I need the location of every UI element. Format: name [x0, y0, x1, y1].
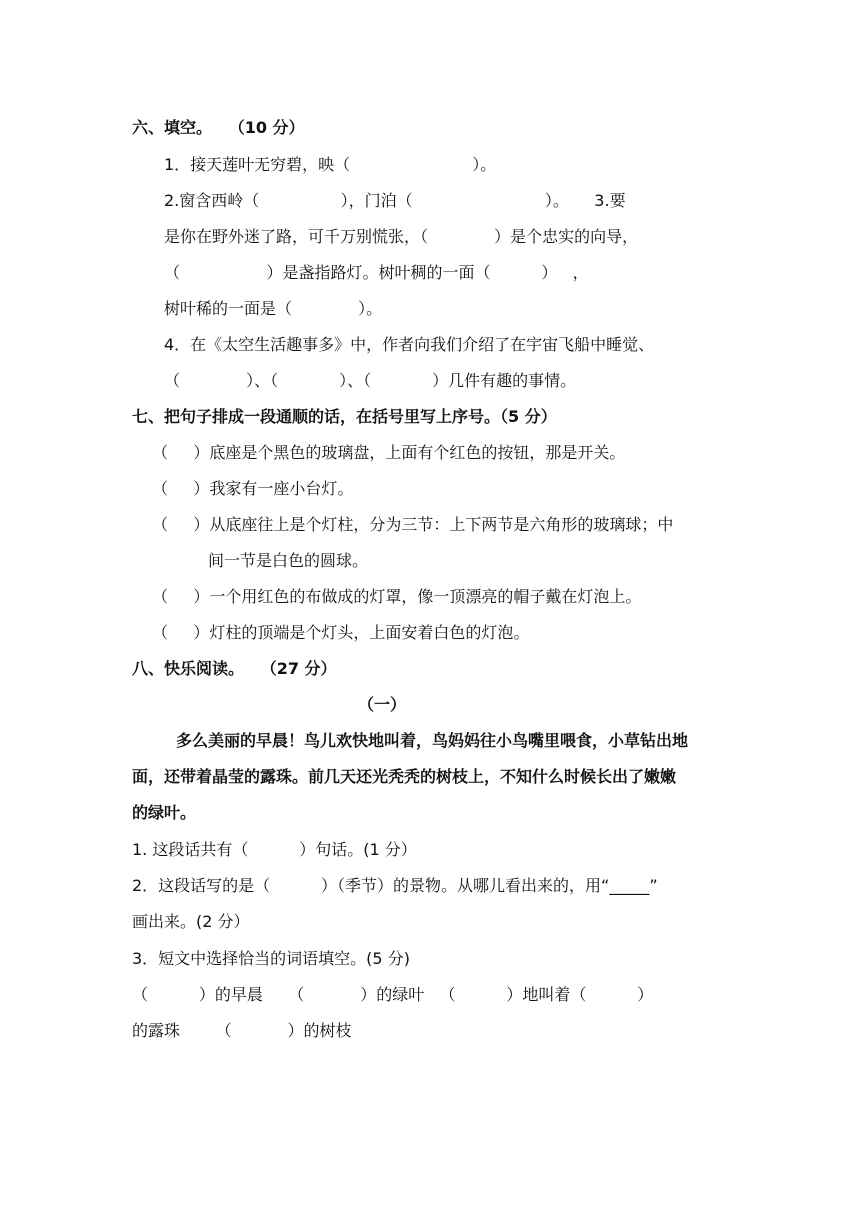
section-8-q1: 1. 这段话共有（ ）句话。(1 分）: [132, 840, 417, 859]
section-6-q3-line3: （ ）是盏指路灯。树叶稠的一面（ ） ，: [164, 263, 589, 282]
section-7-heading: 七、把句子排成一段通顺的话，在括号里写上序号。（5 分）: [132, 407, 557, 426]
section-6-q4-line1: 4．在《太空生活趣事多》中，作者向我们介绍了在宇宙飞船中睡觉、: [164, 335, 655, 354]
section-8-q3-line1: （ ）的早晨 （ ）的绿叶 （ ）地叫着（ ）: [132, 985, 654, 1004]
section-8-q3-line2: 的露珠 （ ）的树枝: [132, 1021, 352, 1040]
section-6-q3-line2: 是你在野外迷了路，可千万别慌张，（ ）是个忠实的向导，: [164, 227, 639, 246]
section-7-item-continuation: 间一节是白色的圆球。: [208, 551, 369, 570]
section-6-q4-line2: （ ）、（ ）、（ ）几件有趣的事情。: [164, 371, 577, 390]
section-8-q2-line1: 2．这段话写的是（ ）（季节）的景物。从哪儿看出来的，用“_____”: [132, 876, 658, 895]
section-7-item: （ ）底座是个黑色的玻璃盘，上面有个红色的按钮，那是开关。: [152, 443, 626, 462]
passage-line: 面，还带着晶莹的露珠。前几天还光秃秃的树枝上，不知什么时候长出了嫩嫩: [132, 767, 677, 786]
passage-line: 多么美丽的早晨！鸟儿欢快地叫着，鸟妈妈往小鸟嘴里喂食，小草钻出地: [176, 731, 689, 750]
section-8-q2-line2: 画出来。(2 分）: [132, 912, 250, 931]
section-7-item: （ ）灯柱的顶端是个灯头，上面安着白色的灯泡。: [152, 623, 530, 642]
passage-subheading: （一）: [358, 695, 407, 714]
section-6-q1: 1．接天莲叶无穷碧，映（ ）。: [164, 155, 497, 174]
section-6-heading: 六、填空。 （10 分）: [132, 118, 305, 137]
section-8-q3: 3．短文中选择恰当的词语填空。(5 分): [132, 949, 410, 968]
section-8-heading: 八、快乐阅读。 （27 分）: [132, 659, 337, 678]
section-6-q2: 2.窗含西岭（ ），门泊（ ）。 3.要: [164, 191, 626, 210]
section-7-item: （ ）一个用红色的布做成的灯罩，像一顶漂亮的帽子戴在灯泡上。: [152, 587, 642, 606]
section-7-item: （ ）我家有一座小台灯。: [152, 479, 354, 498]
section-6-q3-line4: 树叶稀的一面是（ ）。: [164, 299, 383, 318]
section-7-item: （ ）从底座往上是个灯柱，分为三节：上下两节是六角形的玻璃球；中: [152, 515, 674, 534]
passage-line: 的绿叶。: [132, 803, 197, 822]
